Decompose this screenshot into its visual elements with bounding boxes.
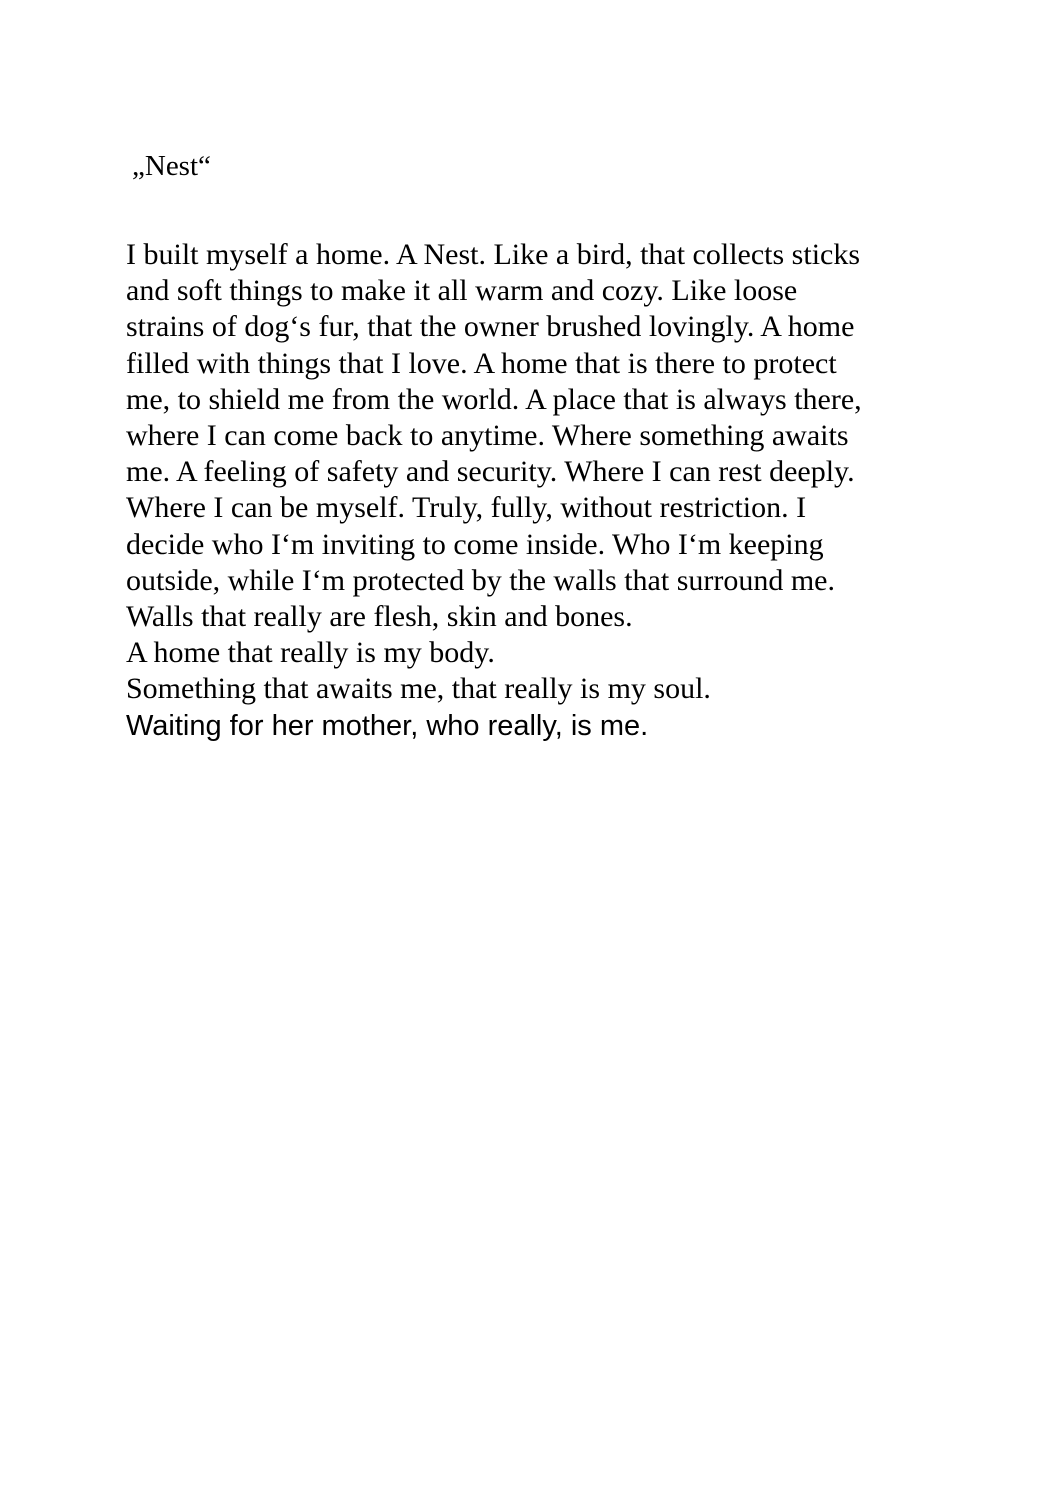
poem-line-final: Waiting for her mother, who really, is me. — [126, 709, 649, 742]
poem-line: decide who I‘m inviting to come inside. Who I‘m keeping — [126, 527, 824, 561]
poem-line: filled with things that I love. A home that is there to protect — [126, 346, 837, 380]
poem-title: „Nest“ — [132, 150, 211, 182]
poem-line: Where I can be myself. Truly, fully, without restriction. I — [126, 491, 807, 525]
poem-line: Walls that really are flesh, skin and bones. — [126, 600, 633, 634]
poem — [126, 148, 926, 744]
poem-line: outside, while I‘m protected by the walls that surround me. — [126, 563, 835, 597]
poem-line: me. A feeling of safety and security. Where I can rest deeply. — [126, 455, 855, 489]
poem-line: where I can come back to anytime. Where something awaits — [126, 419, 849, 453]
poem-line: strains of dog‘s fur, that the owner brushed lovingly. A home — [126, 310, 855, 344]
poem-line: and soft things to make it all warm and cozy. Like loose — [126, 274, 798, 308]
poem-line: I built myself a home. A Nest. Like a bird, that collects sticks — [126, 238, 861, 271]
poem-line: me, to shield me from the world. A place that is always there, — [126, 382, 862, 416]
poem-line: Something that awaits me, that really is my soul. — [126, 672, 711, 706]
poem-line: A home that really is my body. — [126, 636, 495, 670]
